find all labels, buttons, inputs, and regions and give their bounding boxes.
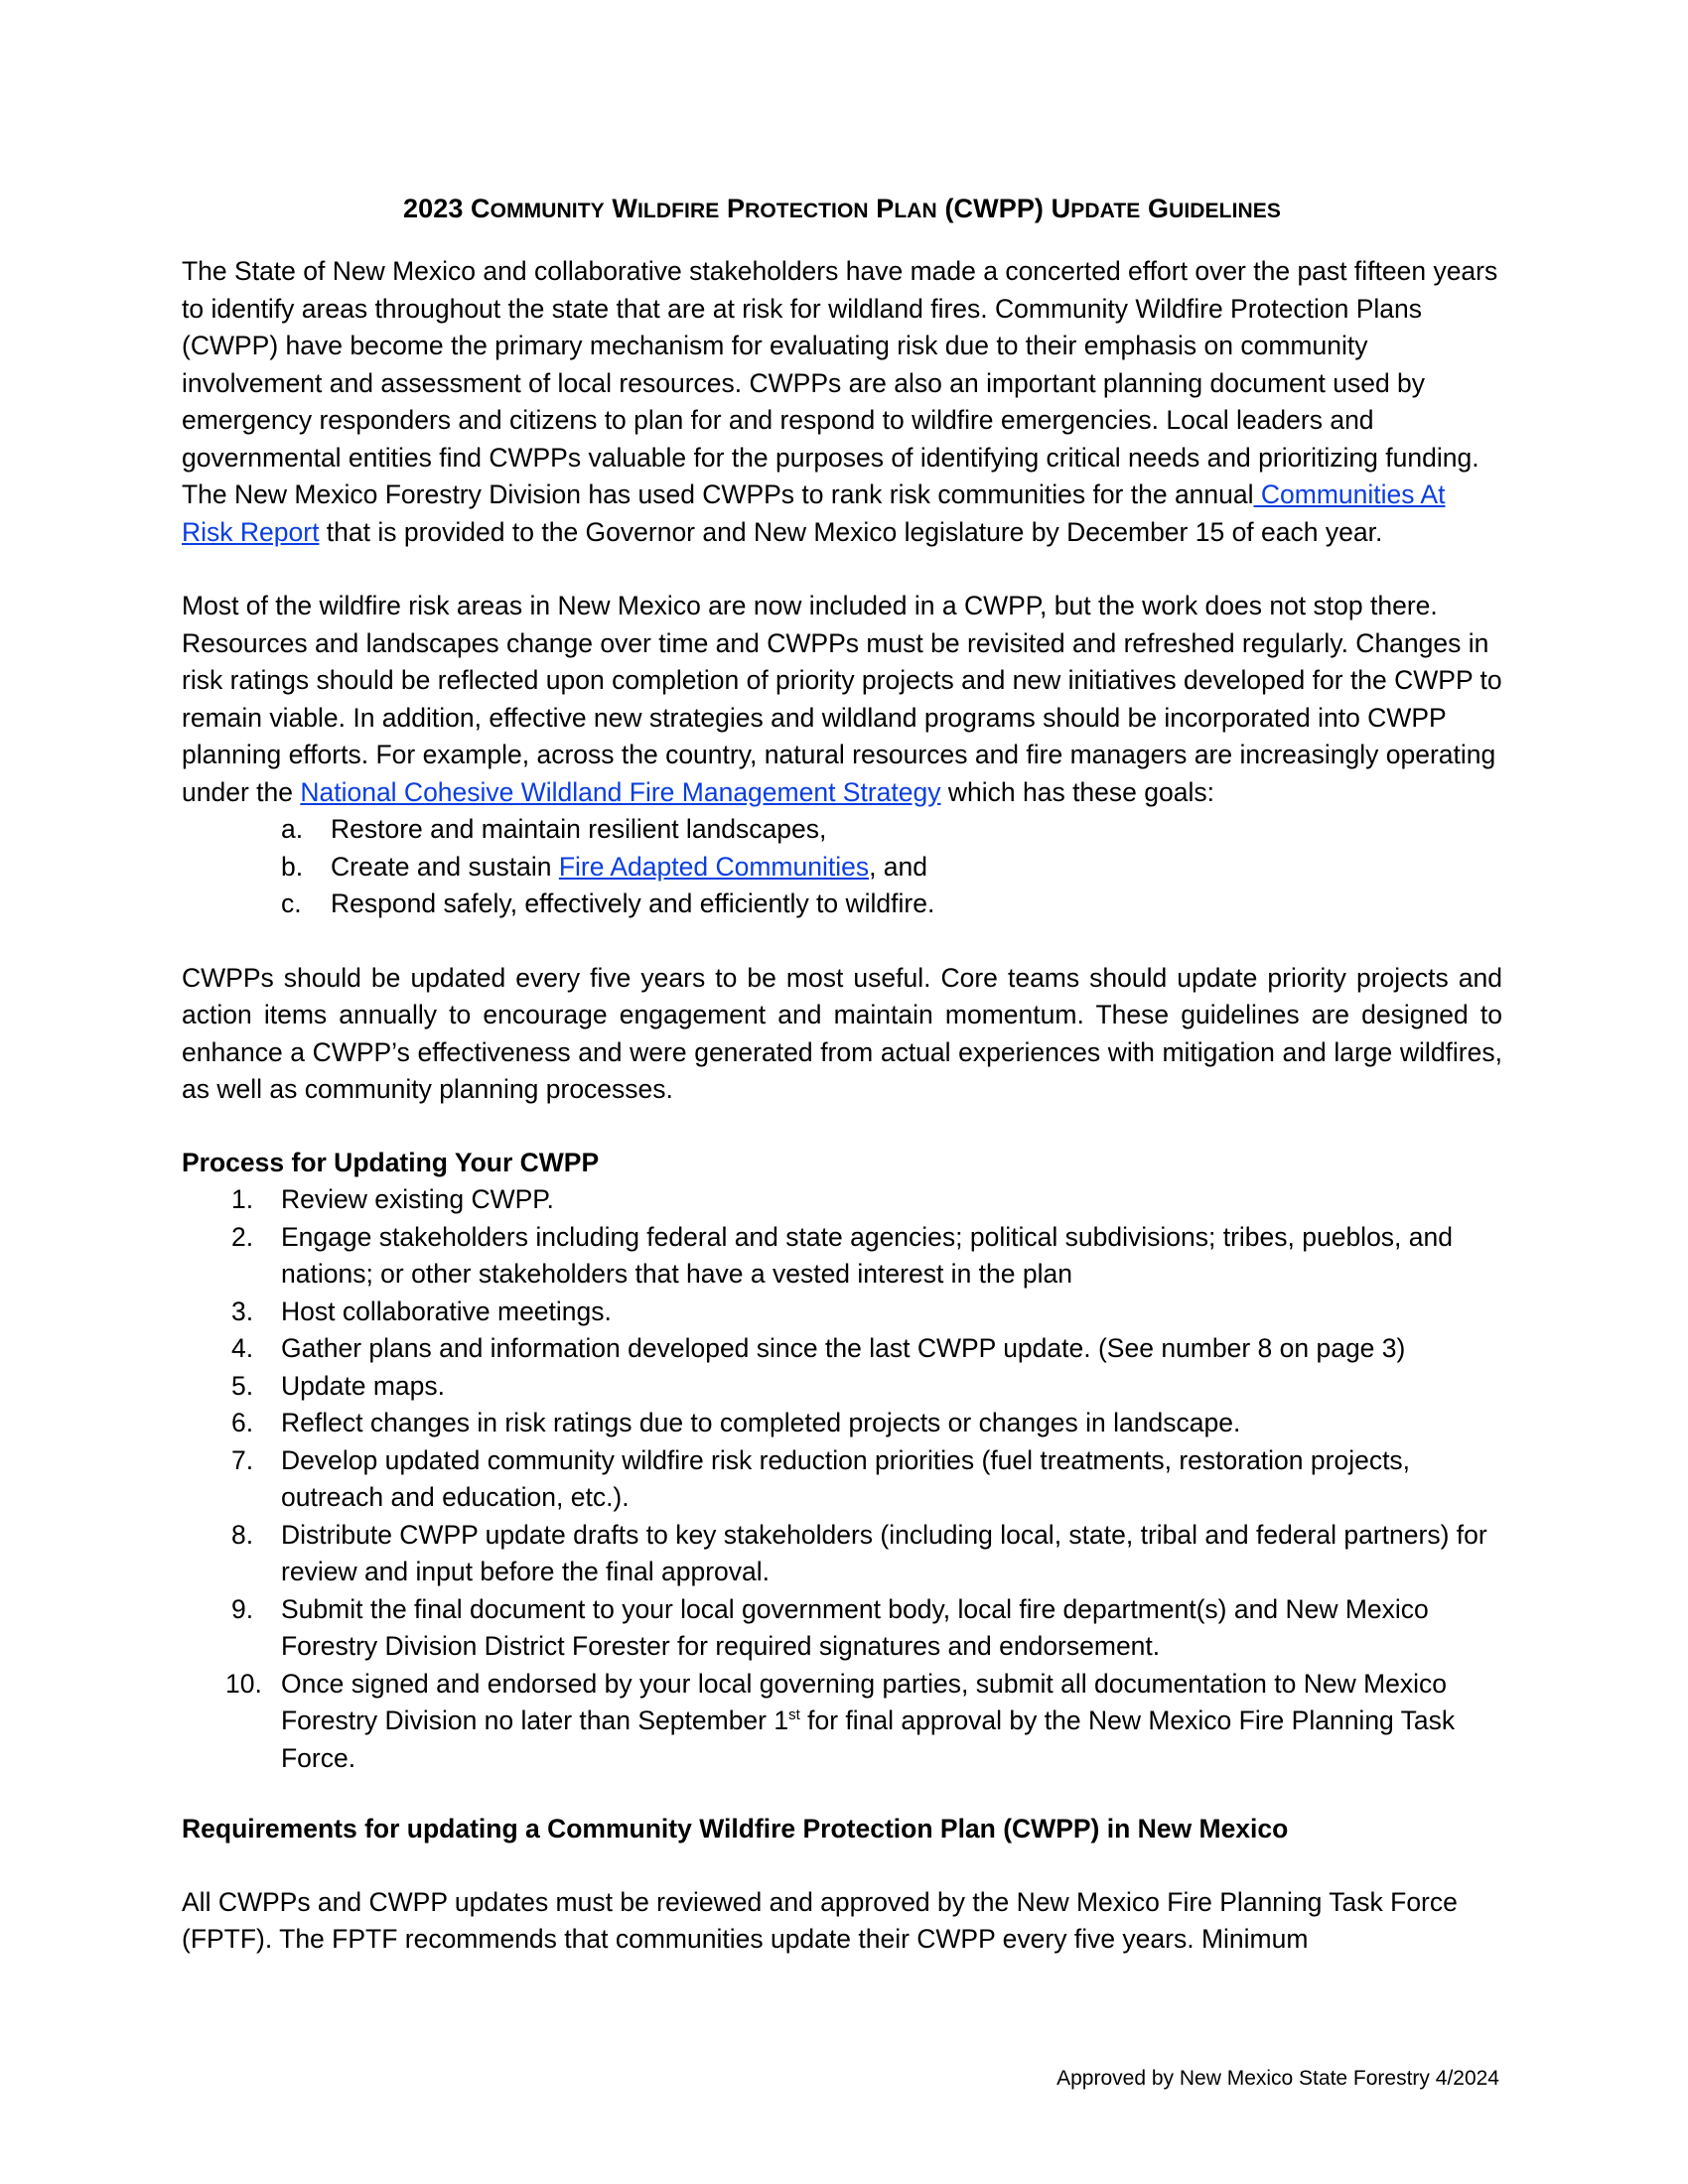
list-item bbox=[182, 849, 1502, 887]
list-item bbox=[182, 1666, 1502, 1778]
list-item bbox=[182, 1219, 1502, 1294]
list-marker: 3. bbox=[231, 1296, 254, 1326]
title-smallcaps: OMMUNITY bbox=[490, 200, 605, 222]
requirements-paragraph: All CWPPs and CWPP updates must be reviewed and approved by the New Mexico Fire Planning Task Force (FPTF). The FPTF recommends that communities update their CWPP every five years. Minimum bbox=[182, 1886, 1458, 1954]
list-marker: 5. bbox=[231, 1370, 254, 1401]
strategy-text-end: which has these goals: bbox=[940, 776, 1214, 807]
title-smallcaps: ROTECTION bbox=[745, 200, 869, 222]
list-item bbox=[182, 1517, 1502, 1591]
list-item-text: Review existing CWPP. bbox=[281, 1184, 554, 1214]
title-abbreviation: (CWPP) bbox=[944, 194, 1045, 223]
fire-adapted-communities-link[interactable]: Fire Adapted Communities bbox=[558, 851, 870, 882]
list-item bbox=[182, 1405, 1502, 1442]
process-heading: Process for Updating Your CWPP bbox=[182, 1147, 600, 1177]
list-marker: 1. bbox=[231, 1184, 254, 1214]
ordinal-superscript: st bbox=[788, 1706, 800, 1724]
requirements-heading: Requirements for updating a Community Wildfire Protection Plan (CWPP) in New Mexico bbox=[182, 1814, 1289, 1843]
list-item-text: Restore and maintain resilient landscapes, bbox=[331, 814, 827, 844]
title-letter: C bbox=[471, 194, 491, 223]
list-item-text: Gather plans and information developed since the last CWPP update. (See number 8 on page 3) bbox=[281, 1333, 1406, 1363]
list-item-text: Distribute CWPP update drafts to key stakeholders (including local, state, tribal and federal partners) for review and input before the final approval. bbox=[281, 1519, 1487, 1586]
title-letter: U bbox=[1051, 194, 1071, 223]
list-item bbox=[182, 1294, 1502, 1331]
strategy-text: Most of the wildfire risk areas in New Mexico are now included in a CWPP, but the work does not stop there. Resources and landscapes change over time and CWPPs must be revisited and refreshed regularly. Changes in risk ratings should be reflected upon completion of priority projects and new initiatives developed for the CWPP to remain viable. In addition, effective new strategies and wildland programs should be incorporated into CWPP planning efforts. For example, across the country, natural resources and fire managers are increasingly operating under the bbox=[182, 591, 1502, 807]
title-smallcaps: PDATE bbox=[1070, 200, 1141, 222]
list-item-text: Create and sustain bbox=[331, 851, 559, 882]
process-steps-list bbox=[182, 1181, 1502, 1777]
update-frequency-paragraph: CWPPs should be updated every five years to be most useful. Core teams should update priority projects and action items annually to encourage engagement and maintain momentum. These guidelines are designed to enhance a CWPP’s effectiveness and were generated from actual experiences with mitigation and large wildfires, as well as community planning processes. bbox=[182, 962, 1502, 1104]
title-letter: P bbox=[876, 194, 895, 223]
list-item-text: Engage stakeholders including federal and state agencies; political subdivisions; tribes, pueblos, and nations; or other stakeholders that have a vested interest in the plan bbox=[281, 1221, 1454, 1289]
title-smallcaps: ILDFIRE bbox=[636, 200, 720, 222]
list-item-text-end: for final approval by the New Mexico Fire Planning Task Force. bbox=[281, 1706, 1456, 1773]
list-item bbox=[182, 1591, 1502, 1666]
list-item-text: Submit the final document to your local government body, local fire department(s) and New Mexico Forestry Division District Forester for required signatures and endorsement. bbox=[281, 1593, 1429, 1661]
list-item bbox=[182, 1442, 1502, 1517]
list-item-text: Update maps. bbox=[281, 1370, 445, 1401]
list-marker: b. bbox=[281, 851, 304, 882]
title-letter: W bbox=[612, 194, 637, 223]
communities-at-risk-report-link[interactable]: Communities At Risk Report bbox=[182, 479, 1446, 547]
list-marker: a. bbox=[281, 814, 304, 844]
list-marker: 9. bbox=[231, 1593, 254, 1624]
intro-text-end: that is provided to the Governor and New Mexico legislature by December 15 of each year. bbox=[319, 516, 1383, 547]
list-marker: 4. bbox=[231, 1333, 254, 1363]
list-item bbox=[182, 1181, 1502, 1219]
title-smallcaps: LAN bbox=[894, 200, 937, 222]
list-item-text: Reflect changes in risk ratings due to completed projects or changes in landscape. bbox=[281, 1408, 1241, 1437]
title-year: 2023 bbox=[402, 194, 464, 223]
list-item-text: Respond safely, effectively and efficiently to wildfire. bbox=[331, 888, 935, 918]
list-marker: c. bbox=[281, 888, 302, 918]
list-marker: 10. bbox=[225, 1668, 262, 1699]
strategy-paragraph bbox=[182, 588, 1502, 811]
list-item-text: Develop updated community wildfire risk reduction priorities (fuel treatments, restoration projects, outreach and education, etc.). bbox=[281, 1444, 1411, 1512]
list-marker: 6. bbox=[231, 1408, 254, 1437]
list-item bbox=[182, 886, 1502, 923]
list-item-text-end: , and bbox=[869, 851, 928, 882]
title-letter: G bbox=[1147, 194, 1170, 223]
list-item bbox=[182, 1368, 1502, 1406]
page-title bbox=[182, 189, 1502, 231]
document-page bbox=[182, 189, 1502, 1959]
list-marker: 7. bbox=[231, 1444, 254, 1475]
list-item-text: Host collaborative meetings. bbox=[281, 1296, 612, 1326]
goals-list bbox=[182, 811, 1502, 923]
title-smallcaps: UIDELINES bbox=[1169, 200, 1282, 222]
list-item-text: Once signed and endorsed by your local governing parties, submit all documentation to New Mexico Forestry Division no later than September 1 bbox=[281, 1668, 1448, 1735]
intro-paragraph bbox=[182, 253, 1502, 551]
list-marker: 2. bbox=[231, 1221, 254, 1252]
cohesive-strategy-link[interactable]: National Cohesive Wildland Fire Management Strategy bbox=[300, 776, 941, 807]
list-marker: 8. bbox=[231, 1519, 254, 1550]
list-item bbox=[182, 811, 1502, 849]
intro-text: The State of New Mexico and collaborative stakeholders have made a concerted effort over the past fifteen years to identify areas throughout the state that are at risk for wildland fires. Community Wildfire Protection Plans (CWPP) have become the primary mechanism for evaluating risk due to their emphasis on community involvement and assessment of local resources. CWPPs are also an important planning document used by emergency responders and citizens to plan for and respond to wildfire emergencies. Local leaders and governmental entities find CWPPs valuable for the purposes of identifying critical needs and prioritizing funding. The New Mexico Forestry Division has used CWPPs to rank risk communities for the annual bbox=[182, 256, 1498, 509]
approval-footer: Approved by New Mexico State Forestry 4/2024 bbox=[1056, 2067, 1499, 2090]
list-item bbox=[182, 1330, 1502, 1368]
title-letter: P bbox=[726, 194, 746, 223]
